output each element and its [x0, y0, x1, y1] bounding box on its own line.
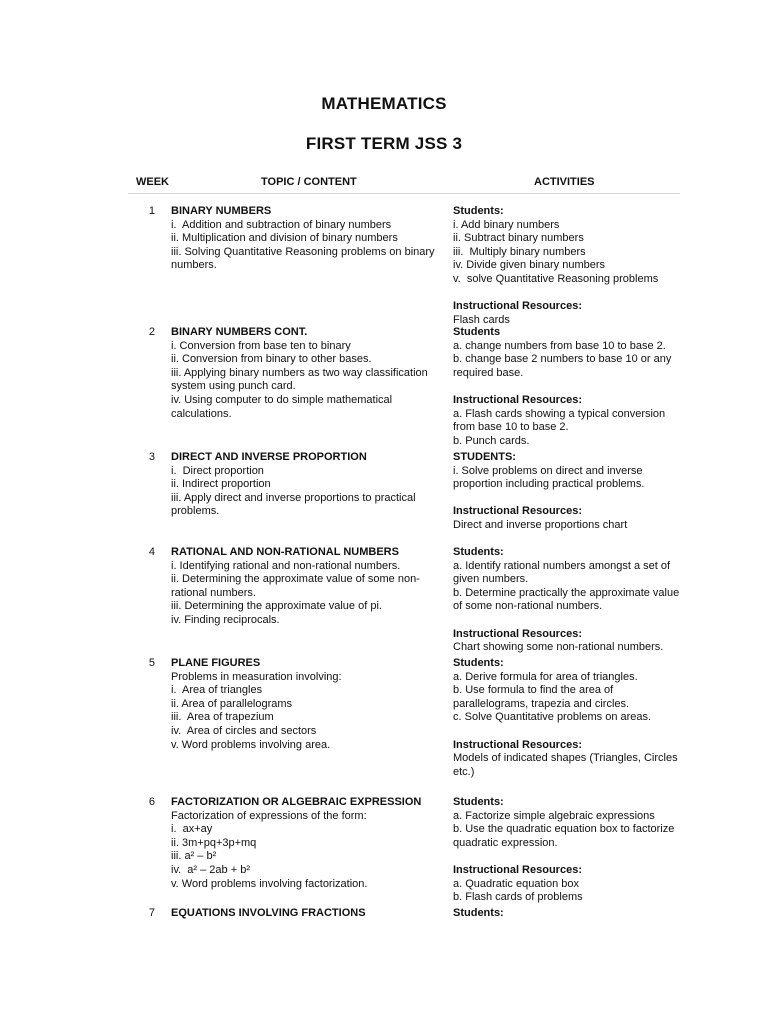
topic-line: ii. Determining the approximate value of some non-rational numbers. — [171, 573, 420, 599]
page-title: MATHEMATICS — [321, 94, 447, 113]
spacer — [453, 725, 689, 739]
topic-cell — [171, 451, 446, 519]
topic-line: ii. 3m+pq+3p+mq — [171, 836, 257, 849]
resources-title: Instructional Resources: — [453, 627, 582, 640]
activities-cell — [453, 796, 689, 905]
resources-title: Instructional Resources: — [453, 505, 582, 518]
activities-title: Students: — [453, 205, 504, 217]
topic-title: BINARY NUMBERS CONT. — [171, 326, 308, 338]
topic-line: ii. Conversion from binary to other bases. — [171, 353, 372, 366]
topic-line: i. Identifying rational and non-rational numbers. — [171, 559, 401, 572]
resource-line: Direct and inverse proportions chart — [453, 518, 628, 531]
topic-cell — [171, 796, 446, 891]
header-divider — [128, 193, 680, 194]
topic-title: DIRECT AND INVERSE PROPORTION — [171, 451, 367, 463]
resources-title: Instructional Resources: — [453, 863, 582, 876]
activity-line: iv. Divide given binary numbers — [453, 259, 606, 272]
activity-line: b. change base 2 numbers to base 10 or any required base. — [453, 353, 675, 379]
resources-title: Instructional Resources: — [453, 300, 582, 313]
spacer — [453, 492, 689, 506]
topic-title: BINARY NUMBERS — [171, 205, 272, 217]
topic-line: v. Word problems involving factorization. — [171, 877, 368, 890]
week-number: 5 — [148, 657, 155, 669]
topic-title: EQUATIONS INVOLVING FRACTIONS — [171, 907, 366, 919]
activities-title: Students: — [453, 657, 504, 669]
resource-line: a. Quadratic equation box — [453, 877, 579, 890]
topic-line: iii. Determining the approximate value of pi. — [171, 600, 382, 613]
week-number: 2 — [148, 326, 155, 338]
topic-line: iv. Using computer to do simple mathematical calculations. — [171, 393, 396, 420]
week-number: 7 — [148, 907, 155, 919]
resource-line: Flash cards — [453, 313, 510, 326]
topic-line: iii. Area of trapezium — [171, 711, 274, 724]
activity-line: ii. Subtract binary numbers — [453, 232, 584, 245]
week-number: 4 — [148, 546, 155, 558]
resource-line: b. Punch cards. — [453, 434, 530, 447]
topic-line: ii. Indirect proportion — [171, 478, 271, 491]
topic-title: FACTORIZATION OR ALGEBRAIC EXPRESSION — [171, 796, 422, 808]
topic-line: i. Area of triangles — [171, 684, 263, 697]
week-number: 1 — [148, 205, 155, 217]
header-week: WEEK — [136, 176, 169, 188]
activities-cell — [453, 657, 689, 779]
header-activities: ACTIVITIES — [534, 176, 595, 188]
topic-line: iii. Applying binary numbers as two way classification system using punch card. — [171, 366, 431, 393]
activities-cell — [453, 546, 689, 655]
activity-line: iii. Multiply binary numbers — [453, 245, 586, 258]
activity-line: a. Identify rational numbers amongst a set of given numbers. — [453, 559, 674, 586]
topic-line: iii. Solving Quantitative Reasoning problems on binary numbers. — [171, 245, 438, 272]
topic-line: i. ax+ay — [171, 823, 213, 836]
topic-line: iv. Finding reciprocals. — [171, 613, 280, 626]
header-topic: TOPIC / CONTENT — [261, 176, 357, 188]
topic-cell — [171, 907, 446, 921]
topic-title: RATIONAL AND NON-RATIONAL NUMBERS — [171, 546, 399, 558]
activities-title: Students: — [453, 546, 504, 558]
resource-line: b. Flash cards of problems — [453, 891, 583, 904]
topic-line: iii. a² – b² — [171, 850, 217, 863]
activities-title: Students: — [453, 796, 504, 808]
topic-line: i. Direct proportion — [171, 464, 264, 477]
spacer — [453, 380, 689, 394]
activity-line: a. Factorize simple algebraic expressions — [453, 809, 655, 822]
activity-line: i. Solve problems on direct and inverse proportion including practical problems. — [453, 464, 646, 491]
topic-line: Problems in measuration involving: — [171, 670, 342, 683]
activities-title: Students: — [453, 907, 504, 919]
activity-line: a. change numbers from base 10 to base 2. — [453, 339, 666, 352]
topic-cell — [171, 546, 446, 628]
page-subtitle: FIRST TERM JSS 3 — [305, 134, 463, 153]
topic-line: ii. Area of parallelograms — [171, 697, 293, 710]
week-number: 3 — [148, 451, 155, 463]
activity-line: b. Determine practically the approximate value of some non-rational numbers. — [453, 586, 683, 613]
activity-line: b. Use the quadratic equation box to factorize quadratic expression. — [453, 823, 678, 849]
resource-line: Chart showing some non-rational numbers. — [453, 641, 664, 654]
topic-line: ii. Multiplication and division of binary numbers — [171, 232, 398, 245]
activities-cell — [453, 451, 689, 533]
spacer — [453, 614, 689, 628]
activity-line: a. Derive formula for area of triangles. — [453, 670, 638, 683]
resources-title: Instructional Resources: — [453, 738, 582, 751]
spacer — [453, 287, 689, 301]
activities-title: STUDENTS: — [453, 451, 516, 463]
resource-line: a. Flash cards showing a typical conversion from base 10 to base 2. — [453, 407, 669, 434]
resources-title: Instructional Resources: — [453, 393, 582, 406]
activity-line: i. Add binary numbers — [453, 218, 560, 231]
topic-line: v. Word problems involving area. — [171, 738, 331, 751]
topic-title: PLANE FIGURES — [171, 657, 261, 669]
topic-line: Factorization of expressions of the form: — [171, 809, 367, 822]
topic-cell — [171, 657, 446, 752]
spacer — [453, 850, 689, 864]
topic-line: iii. Apply direct and inverse proportions to practical problems. — [171, 491, 419, 518]
activities-title: Students — [453, 326, 501, 338]
activity-line: v. solve Quantitative Reasoning problems — [453, 272, 659, 285]
activities-cell — [453, 907, 689, 921]
activity-line: c. Solve Quantitative problems on areas. — [453, 711, 652, 724]
resource-line: Models of indicated shapes (Triangles, Circles etc.) — [453, 752, 681, 778]
week-number: 6 — [148, 796, 155, 808]
topic-line: i. Addition and subtraction of binary numbers — [171, 218, 392, 231]
topic-cell — [171, 205, 446, 273]
activity-line: b. Use formula to find the area of parallelograms, trapezia and circles. — [453, 684, 630, 710]
topic-cell — [171, 326, 446, 421]
topic-line: iv. Area of circles and sectors — [171, 724, 317, 737]
topic-line: iv. a² – 2ab + b² — [171, 863, 250, 876]
activities-cell — [453, 205, 689, 327]
topic-line: i. Conversion from base ten to binary — [171, 339, 351, 352]
activities-cell — [453, 326, 689, 448]
